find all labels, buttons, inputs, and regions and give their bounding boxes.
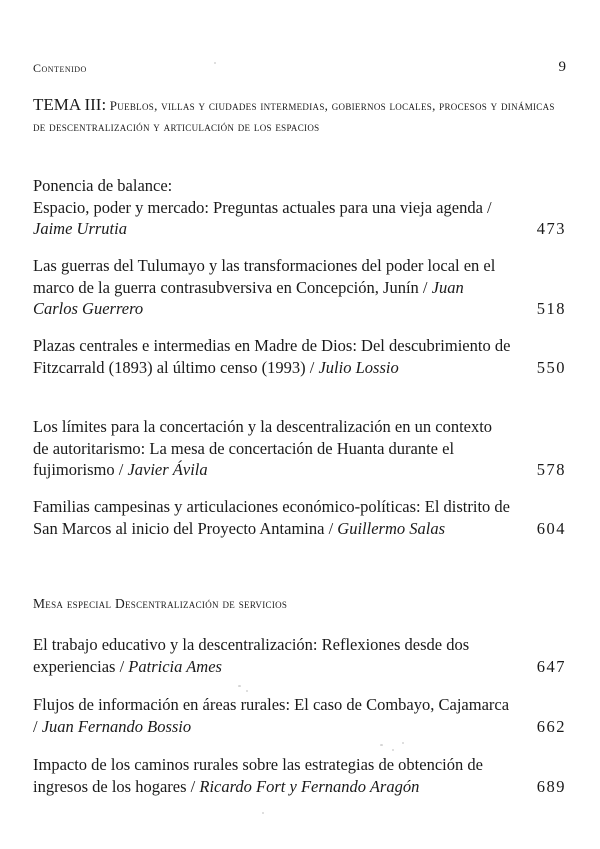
header-title: Contenido — [33, 61, 87, 75]
scan-speck — [238, 685, 241, 687]
entry-author: Guillermo Salas — [337, 518, 445, 538]
entry-title: Flujos de información en áreas rurales: El caso de Combayo, Cajamarca — [33, 695, 510, 714]
section-heading-mesa-especial: Mesa especial Descentralización de servicios — [33, 596, 288, 611]
entry-separator: / — [305, 357, 319, 377]
toc-entry[interactable] — [33, 496, 566, 539]
toc-entry[interactable] — [33, 634, 566, 677]
running-header — [33, 61, 566, 76]
entry-title: Plazas centrales e intermedias en Madre de Dios: Del descubrimiento de Fitzcarrald (1893) al último censo (1993) — [33, 336, 511, 377]
entry-separator: / — [324, 518, 338, 538]
entry-page-number: 473 — [536, 219, 566, 238]
entry-page-number: 662 — [536, 716, 566, 736]
toc-entry[interactable] — [33, 754, 566, 797]
header-page-number: 9 — [558, 59, 566, 75]
entry-page-number: 578 — [536, 460, 566, 479]
scan-speck — [380, 744, 383, 746]
toc-entry[interactable] — [33, 694, 566, 737]
entry-author: Ricardo Fort y Fernando Aragón — [199, 776, 420, 796]
entry-author: Juan Carlos Guerrero — [33, 277, 464, 318]
entry-title: Familias campesinas y articulaciones económico-políticas: El distrito de San Marcos al inicio del Proyecto Antamina — [33, 497, 510, 538]
scan-speck — [392, 749, 394, 751]
entry-page-number: 604 — [536, 518, 566, 538]
entry-separator: / — [33, 716, 42, 736]
entry-title: El trabajo educativo y la descentralización: Reflexiones desde dos experiencias — [33, 635, 470, 676]
toc-entry[interactable] — [33, 416, 566, 481]
section-heading-tema-iii — [33, 94, 560, 137]
entry-title: Espacio, poder y mercado: Preguntas actuales para una vieja agenda — [33, 197, 483, 217]
entry-separator: / — [114, 460, 128, 479]
tema-title: Pueblos, villas y ciudades intermedias, gobiernos locales, procesos y dinámicas de descentralización y articulación de los espacios — [33, 98, 555, 134]
entry-separator: / — [482, 197, 492, 217]
tema-label: TEMA III: — [33, 95, 107, 114]
entry-page-number: 647 — [536, 656, 566, 676]
entry-author: Juan Fernando Bossio — [41, 716, 192, 736]
entry-page-number: 689 — [536, 776, 566, 796]
entry-title: Impacto de los caminos rurales sobre las estrategias de obtención de ingresos de los hogares — [33, 755, 483, 796]
entry-prefix: Ponencia de balance: — [33, 176, 173, 195]
toc-entry[interactable] — [33, 175, 566, 240]
entry-title: Los límites para la concertación y la descentralización en un contexto de autoritarismo: La mesa de concertación de Huanta durante el fujimorismo — [33, 417, 493, 479]
entry-author: Jaime Urrutia — [33, 219, 127, 238]
entry-separator: / — [115, 656, 129, 676]
entry-page-number: 550 — [536, 357, 566, 377]
scan-speck — [402, 742, 404, 744]
entry-title: Las guerras del Tulumayo y las transformaciones del poder local en el marco de la guerra contrasubversiva en Concepción, Junín — [33, 256, 496, 297]
entry-separator: / — [418, 277, 432, 297]
entry-separator: / — [186, 776, 200, 796]
entry-author: Julio Lossio — [318, 357, 399, 377]
entry-author: Javier Ávila — [127, 460, 208, 479]
entry-author: Patricia Ames — [128, 656, 222, 676]
scan-speck — [214, 62, 216, 64]
scan-speck — [262, 812, 264, 814]
toc-entry[interactable] — [33, 335, 566, 378]
scan-speck — [246, 690, 248, 692]
entry-page-number: 518 — [536, 299, 566, 318]
toc-entry[interactable] — [33, 255, 566, 320]
